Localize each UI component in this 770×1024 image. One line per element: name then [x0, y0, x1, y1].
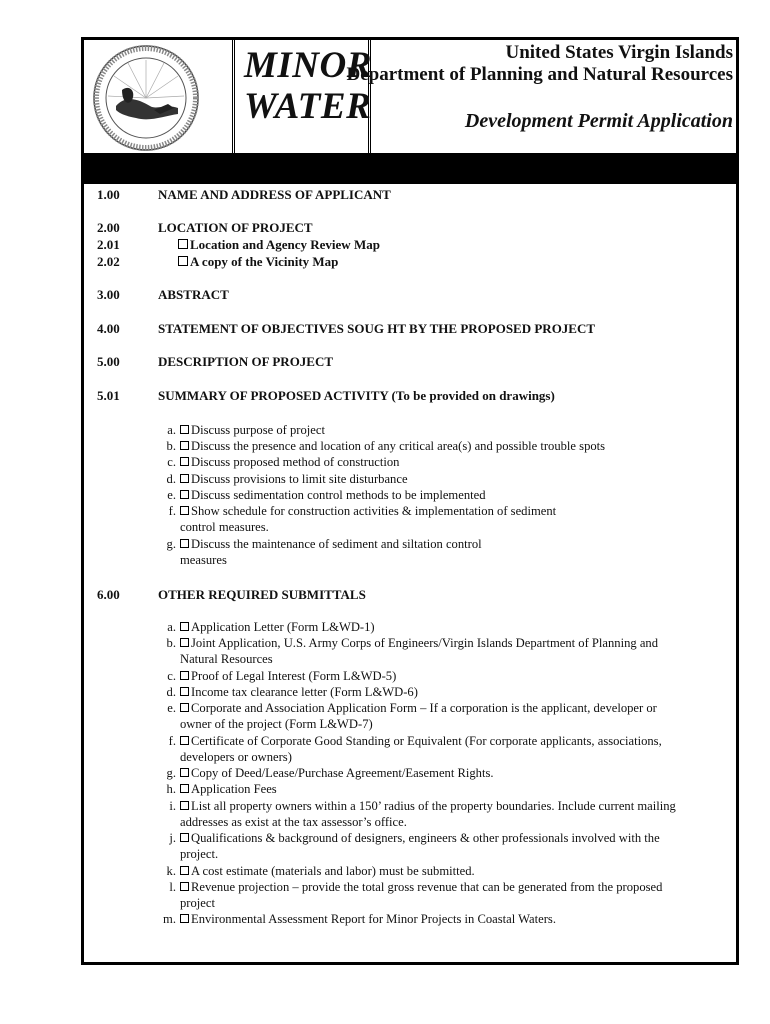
item-line: Discuss sedimentation control methods to be implemented: [191, 487, 486, 502]
item-text: [180, 503, 556, 535]
item-text: [180, 781, 277, 797]
item-line: Discuss provisions to limit site disturbance: [191, 471, 408, 486]
item-letter: l.: [169, 879, 176, 894]
item-text: [180, 487, 486, 503]
form-subtitle: Development Permit Application: [464, 110, 733, 132]
checkbox[interactable]: [178, 239, 188, 249]
list-item: [158, 635, 758, 667]
item-text: [180, 798, 676, 830]
section-number: 5.01: [97, 388, 120, 403]
list-item: [158, 863, 758, 879]
checkbox[interactable]: [180, 474, 189, 483]
item-letter: k.: [166, 863, 176, 878]
item-text: [180, 536, 482, 568]
checkbox[interactable]: [180, 801, 189, 810]
item-letter: b.: [166, 439, 176, 454]
subsection-number: 2.02: [97, 254, 120, 269]
section-number: 3.00: [97, 287, 120, 302]
item-letter: g.: [166, 766, 176, 781]
item-letter: e.: [167, 487, 176, 502]
item-text: [180, 668, 396, 684]
item-letter: h.: [166, 782, 176, 797]
section-title: STATEMENT OF OBJECTIVES SOUG HT BY THE PROPOSED PROJECT: [158, 321, 596, 336]
list-item: [158, 781, 758, 797]
checkbox[interactable]: [180, 914, 189, 923]
item-line-continued: owner of the project (Form L&WD-7): [180, 717, 373, 732]
item-line: Copy of Deed/Lease/Purchase Agreement/Easement Rights.: [191, 766, 494, 781]
list-item: [158, 471, 758, 487]
item-text: [180, 438, 605, 454]
list-item: [158, 487, 758, 503]
checkbox[interactable]: [180, 687, 189, 696]
department-name: Department of Planning and Natural Resources: [346, 64, 733, 85]
item-line-continued: Natural Resources: [180, 652, 273, 667]
item-line: Qualifications & background of designers, engineers & other professionals involved with the: [191, 831, 660, 845]
list-item: [158, 619, 758, 635]
item-letter: j.: [169, 831, 176, 845]
form-title-line1: MINOR: [244, 45, 372, 86]
item-line: Discuss the maintenance of sediment and siltation control: [191, 536, 482, 551]
item-line: Application Letter (Form L&WD-1): [191, 620, 375, 634]
list-item: [158, 684, 758, 700]
list-item: [158, 668, 758, 684]
header-bar: [84, 153, 736, 184]
department-seal-icon: [92, 44, 200, 152]
item-line: Discuss purpose of project: [191, 423, 325, 437]
list-item: [158, 422, 758, 438]
item-text: [180, 863, 475, 879]
item-line: Show schedule for construction activities & implementation of sediment: [191, 504, 557, 518]
checkbox[interactable]: [178, 256, 188, 266]
item-line: Discuss the presence and location of any critical area(s) and possible trouble spots: [191, 439, 606, 454]
item-text: [180, 765, 494, 781]
item-line: A cost estimate (materials and labor) must be submitted.: [191, 863, 475, 878]
list-item: [158, 733, 758, 765]
item-text: [180, 830, 660, 862]
item-letter: a.: [167, 423, 176, 437]
list-item: [158, 765, 758, 781]
item-text: [180, 733, 662, 765]
checkbox[interactable]: [180, 768, 189, 777]
checkbox[interactable]: [180, 638, 189, 647]
section-title: SUMMARY OF PROPOSED ACTIVITY (To be provided on drawings): [158, 388, 555, 403]
item-line-continued: project: [180, 895, 215, 910]
checkbox[interactable]: [180, 866, 189, 875]
list-item: [158, 830, 758, 862]
checkbox[interactable]: [180, 833, 189, 842]
section-title: ABSTRACT: [158, 287, 229, 302]
checkbox[interactable]: [180, 622, 189, 631]
item-line: Revenue projection – provide the total gross revenue that can be generated from the proposed: [191, 879, 663, 894]
item-text: [180, 422, 325, 438]
section-number: 2.00: [97, 220, 120, 235]
item-line-continued: control measures.: [180, 520, 269, 534]
list-item: [158, 454, 758, 470]
item-line: Corporate and Association Application Form – If a corporation is the applicant, developer or: [191, 701, 657, 716]
list-item: [158, 438, 758, 454]
checkbox[interactable]: [180, 703, 189, 712]
item-letter: i.: [169, 798, 176, 813]
checkbox[interactable]: [180, 784, 189, 793]
checkbox[interactable]: [180, 490, 189, 499]
section-title: NAME AND ADDRESS OF APPLICANT: [158, 187, 391, 202]
item-line-continued: measures: [180, 552, 227, 567]
form-title-line2: WATER: [244, 86, 372, 127]
item-letter: c.: [167, 455, 176, 470]
item-line: List all property owners within a 150’ radius of the property boundaries. Include current mailing: [191, 798, 676, 813]
item-letter: f.: [168, 733, 176, 748]
checkbox[interactable]: [180, 882, 189, 891]
item-letter: d.: [166, 471, 176, 486]
section-number: 6.00: [97, 587, 120, 602]
item-line: Joint Application, U.S. Army Corps of Engineers/Virgin Islands Department of Planning and: [191, 636, 659, 651]
list-item: [158, 879, 758, 911]
list-item: [158, 536, 758, 568]
item-text: [180, 454, 399, 470]
item-line: Proof of Legal Interest (Form L&WD-5): [191, 668, 397, 683]
section-title: DESCRIPTION OF PROJECT: [158, 354, 334, 369]
item-letter: f.: [168, 504, 176, 518]
item-text: [180, 684, 418, 700]
item-letter: b.: [166, 636, 176, 651]
item-line: Application Fees: [191, 782, 277, 797]
item-text: [180, 619, 375, 635]
section-title: OTHER REQUIRED SUBMITTALS: [158, 587, 366, 602]
checkbox[interactable]: [180, 425, 189, 434]
subsection-item: Location and Agency Review Map: [178, 237, 380, 253]
checkbox[interactable]: [180, 671, 189, 680]
item-line: Certificate of Corporate Good Standing or Equivalent (For corporate applicants, associations,: [191, 733, 662, 748]
section-title: LOCATION OF PROJECT: [158, 220, 313, 235]
item-line: Income tax clearance letter (Form L&WD-6): [191, 684, 418, 699]
item-text: [180, 635, 658, 667]
item-text: [180, 700, 657, 732]
item-text: [180, 471, 408, 487]
checkbox[interactable]: [180, 457, 189, 466]
list-item: [158, 503, 758, 535]
subsection-number: 2.01: [97, 237, 120, 252]
item-letter: c.: [167, 668, 176, 683]
section-number: 5.00: [97, 354, 120, 369]
checkbox[interactable]: [180, 736, 189, 745]
item-letter: e.: [167, 701, 176, 716]
item-line: Discuss proposed method of construction: [191, 455, 400, 470]
item-letter: a.: [167, 620, 176, 634]
item-line-continued: addresses as exist at the tax assessor’s office.: [180, 814, 407, 829]
item-line-continued: project.: [180, 847, 219, 861]
list-item: [158, 911, 758, 927]
checkbox[interactable]: [180, 506, 189, 515]
item-line-continued: developers or owners): [180, 749, 292, 764]
header-divider: [232, 37, 235, 157]
item-text: [180, 911, 556, 927]
subsection-item: A copy of the Vicinity Map: [178, 254, 338, 270]
item-text: [180, 879, 662, 911]
org-name: United States Virgin Islands: [505, 42, 733, 63]
item-letter: d.: [166, 684, 176, 699]
item-letter: m.: [163, 912, 176, 927]
section-number: 1.00: [97, 187, 120, 202]
checkbox[interactable]: [180, 441, 189, 450]
checkbox[interactable]: [180, 539, 189, 548]
list-item: [158, 798, 758, 830]
list-item: [158, 700, 758, 732]
section-number: 4.00: [97, 321, 120, 336]
item-line: Environmental Assessment Report for Minor Projects in Coastal Waters.: [191, 912, 556, 927]
item-letter: g.: [166, 536, 176, 551]
